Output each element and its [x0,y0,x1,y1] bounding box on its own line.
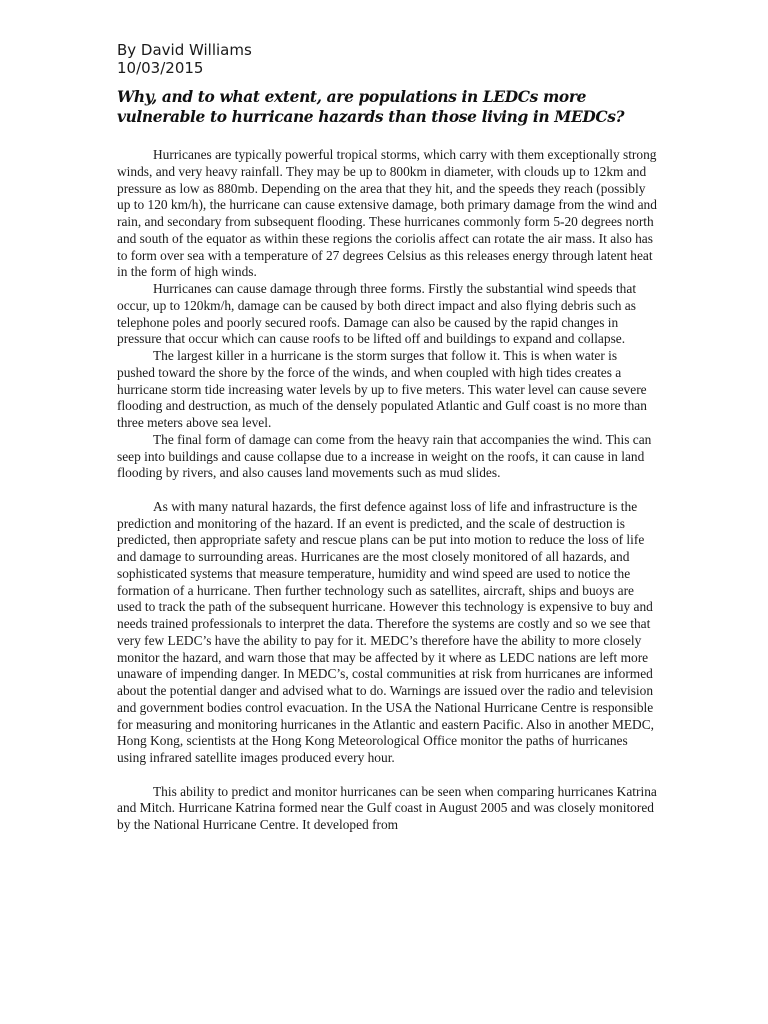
paragraph-storm-surges: The largest killer in a hurricane is the storm surges that follow it. This is when water is pushed toward the shore by the force of the winds, and when coupled with high tides creates a hurricane storm tide increasing water levels by up to five meters. This water level can cause severe flooding and destruction, as much of the densely populated Atlantic and Gulf coast is no more than three meters above sea level. [117,348,647,430]
paragraph-damage-forms: Hurricanes can cause damage through three forms. Firstly the substantial wind speeds that occur, up to 120km/h, damage can be caused by both direct impact and also flying debris such as telephone poles and poorly secured roofs. Damage can also be caused by the rapid changes in pressure that occur which can cause roofs to be lifted off and buildings to expand and collapse. [117,281,637,347]
paragraph-hurricane-overview: Hurricanes are typically powerful tropical storms, which carry with them exceptionally strong winds, and very heavy rainfall. They may be up to 800km in diameter, with clouds up to 12km and pressure as low as 880mb. Depending on the area that they hit, and the speeds they reach (possibly up to 120 km/h), the hurricane can cause extensive damage, both primary damage from the wind and rain, and secondary from subsequent flooding. These hurricanes commonly form 5-20 degrees north and south of the equator as within these regions the coriolis affect can rotate the air mass. It also has to form over sea with a temperature of 27 degrees Celsius as this releases energy through latent heat in the form of high winds. [117,147,657,280]
paragraph-gap [117,767,658,784]
paragraph-prediction-monitoring: As with many natural hazards, the first defence against loss of life and infrastructure is the prediction and monitoring of the hazard. If an event is predicted, and the scale of destruction is predicted, then appropriate safety and rescue plans can be put into motion to reduce the loss of life and damage to surrounding areas. Hurricanes are the most closely monitored of all hazards, and sophisticated systems that measure temperature, humidity and wind speed are used to notice the formation of a hurricane. Then further technology such as satellites, aircraft, ships and buoys are used to track the path of the subsequent hurricane. However this technology is expensive to buy and needs trained professionals to interpret the data. Therefore the systems are costly and so we see that very few LEDC’s have the ability to pay for it. MEDC’s therefore have the ability to more closely monitor the hazard, and warn those that may be affected by it where as LEDC nations are left more unaware of impending danger. In MEDC’s, costal communities at risk from hurricanes are informed about the potential danger and advised what to do. Warnings are issued over the radio and television and government bodies control evacuation. In the USA the National Hurricane Centre is responsible for measuring and monitoring hurricanes in the Atlantic and eastern Pacific. Also in another MEDC, Hong Kong, scientists at the Hong Kong Meteorological Office monitor the paths of hurricanes using infrared satellite images produced every hour. [117,498,654,765]
paragraph-katrina-mitch: This ability to predict and monitor hurricanes can be seen when comparing hurricanes Katrina and Mitch. Hurricane Katrina formed near the Gulf coast in August 2005 and was closely monitored by the National Hurricane Centre. It developed from [117,783,657,832]
byline [117,41,252,77]
paragraph-gap [117,482,658,499]
essay-title: Why, and to what extent, are populations in LEDCs more vulnerable to hurricane hazards than those living in MEDCs? [117,88,625,126]
date-line: 10/03/2015 [117,59,204,77]
author-line: By David Williams [117,41,252,59]
paragraph-heavy-rain: The final form of damage can come from the heavy rain that accompanies the wind. This can seep into buildings and cause collapse due to a increase in weight on the roofs, it can cause in land flooding by rivers, and also causes land movements such as mud slides. [117,431,652,481]
essay-body [117,147,658,834]
